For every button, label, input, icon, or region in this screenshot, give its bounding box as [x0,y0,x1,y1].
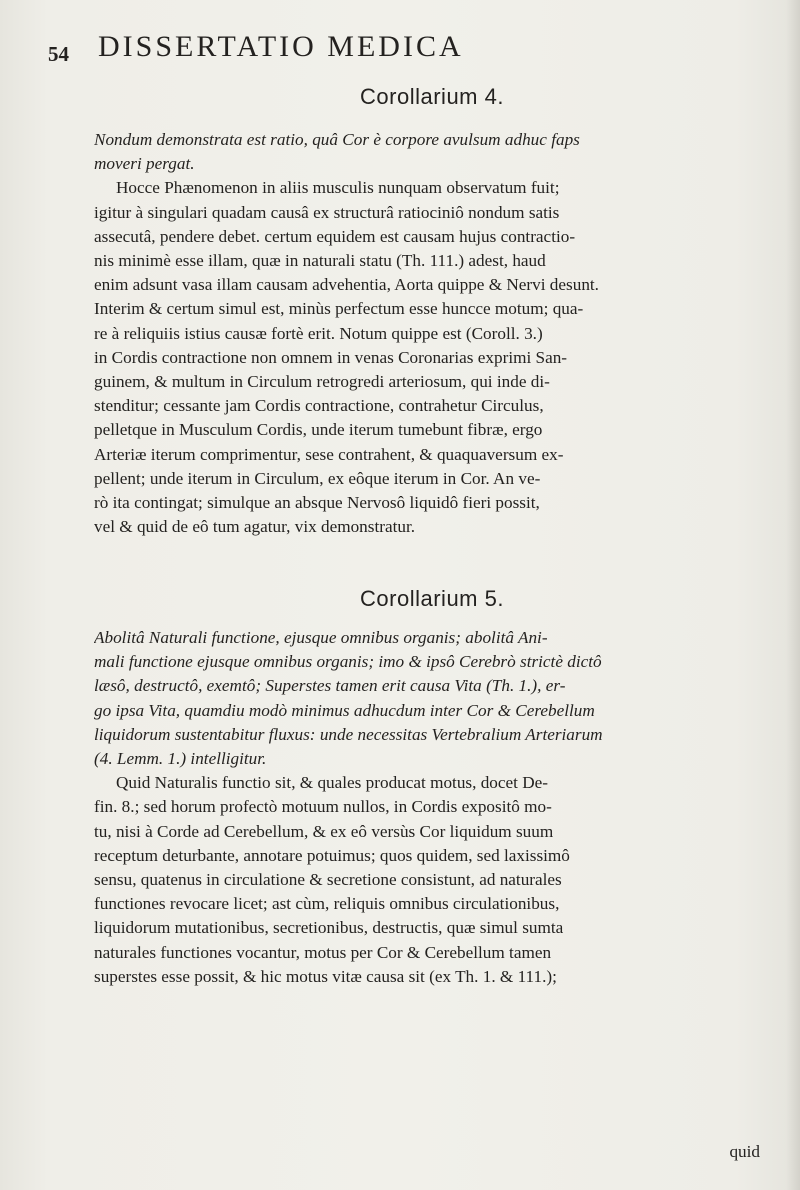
page-edge-shadow [786,0,800,1190]
text-line: (4. Lemm. 1.) intelligitur. [94,749,267,769]
text-line: sensu, quatenus in circulatione & secretione consistunt, ad naturales [94,870,562,890]
text-line: assecutâ, pendere debet. certum equidem est causam hujus contractio- [94,226,576,246]
text-line: tu, nisi à Corde ad Cerebellum, & ex eô versùs Cor liquidum suum [94,821,554,841]
text-line: igitur à singulari quadam causâ ex structurâ ratiociniô nondum satis [94,202,560,222]
corollarium-5-heading: Corollarium 5. [360,586,504,611]
text-line: Quid Naturalis functio sit, & quales producat motus, docet De- [116,773,548,793]
catchword: quid [729,1142,760,1161]
text-line: nis minimè esse illam, quæ in naturali statu (Th. 111.) adest, haud [94,251,546,271]
text-line: re à reliquiis istius causæ fortè erit. Notum quippe est (Coroll. 3.) [94,323,543,343]
text-line: Nondum demonstrata est ratio, quâ Cor è corpore avulsum adhuc faps [94,130,580,149]
page-number: 54 [48,42,69,66]
corollarium-4-text [94,128,770,539]
text-line: Interim & certum simul est, minùs perfectum esse huncce motum; qua- [94,299,584,319]
corollarium-4-section [94,84,770,539]
text-line: guinem, & multum in Circulum retrogredi arteriosum, qui inde di- [94,372,550,392]
text-line: liquidorum mutationibus, secretionibus, destructis, quæ simul sumta [94,918,564,938]
text-line: Abolitâ Naturali functione, ejusque omnibus organis; abolitâ Ani- [94,628,548,647]
text-line: superstes esse possit, & hic motus vitæ causa sit (ex Th. 1. & 111.); [94,966,557,986]
text-line: functiones revocare licet; ast cùm, reliquis omnibus circulationibus, [94,894,560,914]
text-line: receptum deturbante, annotare potuimus; quos quidem, sed laxissimô [94,845,570,865]
text-line: læsô, destructô, exemtô; Superstes tamen erit causa Vita (Th. 1.), er- [94,676,566,696]
text-line: Arteriæ iterum comprimentur, sese contrahent, & quaquaversum ex- [94,444,564,464]
corollarium-5-section [94,586,770,989]
text-line: stenditur; cessante jam Cordis contractione, contrahetur Circulus, [94,396,544,416]
running-head [48,30,760,70]
text-line: in Cordis contractione non omnem in venas Coronarias exprimi San- [94,347,568,367]
text-line: naturales functiones vocantur, motus per Cor & Cerebellum tamen [94,942,552,962]
text-line: pellent; unde iterum in Circulum, ex eôque iterum in Cor. An ve- [94,468,541,488]
text-line: enim adsunt vasa illam causam advehentia, Aorta quippe & Nervi desunt. [94,275,599,295]
text-line: liquidorum sustentabitur fluxus: unde necessitas Vertebralium Arteriarum [94,724,603,744]
running-title: DISSERTATIO MEDICA [98,30,464,63]
text-line: rò ita contingat; simulque an absque Nervosô liquidô fieri possit, [94,493,540,513]
corollarium-4-heading: Corollarium 4. [360,84,504,109]
text-line: vel & quid de eô tum agatur, vix demonstratur. [94,517,416,537]
corollarium-5-text [94,626,770,989]
text-line: mali functione ejusque omnibus organis; imo & ipsô Cerebrò strictè dictô [94,652,602,672]
text-line: go ipsa Vita, quamdiu modò minimus adhucdum inter Cor & Cerebellum [94,700,595,720]
text-line: fin. 8.; sed horum profectò motuum nullos, in Cordis expositô mo- [94,797,552,817]
text-line: moveri pergat. [94,154,195,174]
text-line: pelletque in Musculum Cordis, unde iterum tumebunt fibræ, ergo [94,420,543,440]
text-line: Hocce Phænomenon in aliis musculis nunquam observatum fuit; [116,178,560,198]
